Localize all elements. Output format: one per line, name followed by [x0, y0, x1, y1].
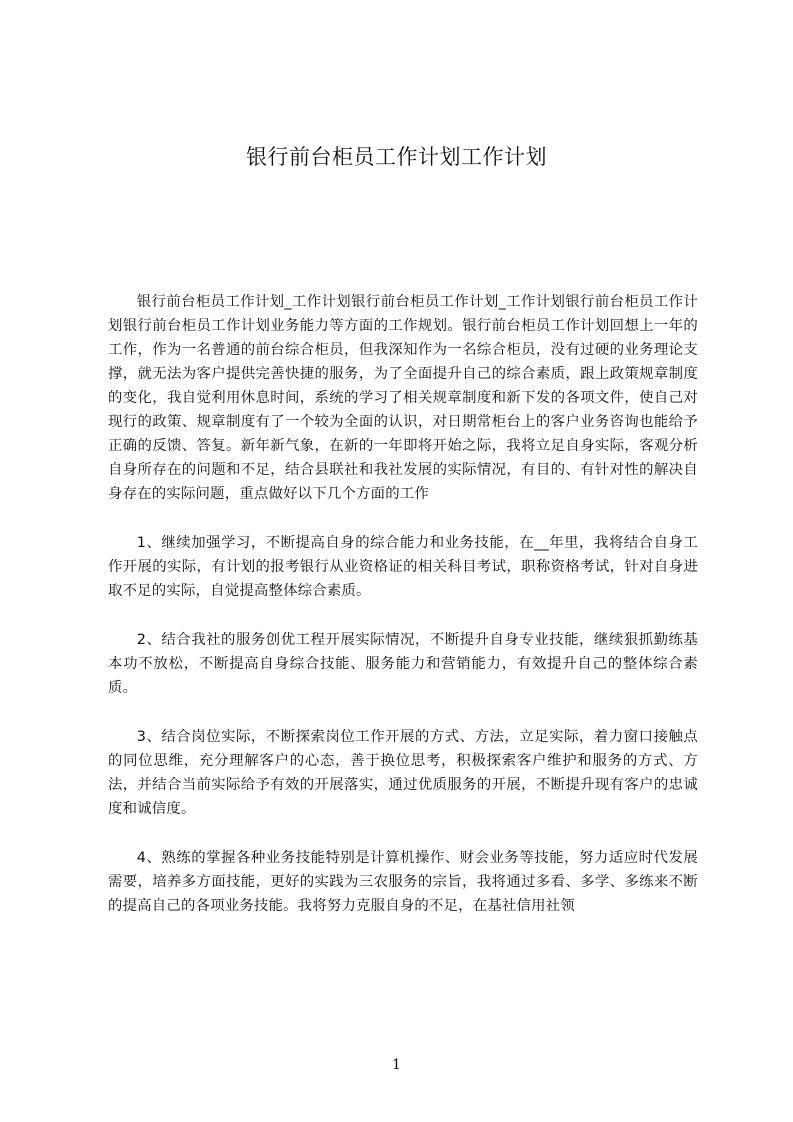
intro-paragraph: 银行前台柜员工作计划_工作计划银行前台柜员工作计划_工作计划银行前台柜员工作计划银行前台柜员工作计划业务能力等方面的工作规划。银行前台柜员工作计划回想上一年的工作，作为一名普通的前台综合柜员，但我深知作为一名综合柜员，没有过硬的业务理论支撑，就无法为客户提供完善快捷的服务，为了全面提升自己的综合素质，跟上政策规章制度的变化，我自觉利用休息时间，系统的学习了相关规章制度和新下发的各项文件，使自己对现行的政策、规章制度有了一个较为全面的认识，对日期常柜台上的客户业务咨询也能给予正确的反馈、答复。新年新气象，在新的一年即将开始之际，我将立足自身实际，客观分析自身所存在的问题和不足，结合县联社和我社发展的实际情况，有目的、有针对性的解决自身存在的实际问题，重点做好以下几个方面的工作	[108, 294, 698, 502]
plan-item-2-paragraph: 2、结合我社的服务创优工程开展实际情况，不断提升自身专业技能，继续狠抓勤练基本功不放松，不断提高自身综合技能、服务能力和营销能力，有效提升自己的整体综合素质。	[108, 632, 698, 696]
page-number: 1	[392, 1057, 401, 1073]
plan-item-3-paragraph: 3、结合岗位实际，不断探索岗位工作开展的方式、方法，立足实际，着力窗口接触点的同位思维，充分理解客户的心态，善于换位思考，积极探索客户维护和服务的方式、方法，并结合当前实际给予有效的开展落实，通过优质服务的开展，不断提升现有客户的忠诚度和诚信度。	[108, 729, 698, 817]
plan-item-4-paragraph: 4、熟练的掌握各种业务技能特别是计算机操作、财会业务等技能，努力适应时代发展需要，培养多方面技能，更好的实践为三农服务的宗旨，我将通过多看、多学、多练来不断的提高自己的各项业务技能。我将努力克服自身的不足，在基社信用社领	[108, 850, 698, 914]
plan-item-1-paragraph: 1、继续加强学习，不断提高自身的综合能力和业务技能，在__年里，我将结合自身工作开展的实际，有计划的报考银行从业资格证的相关科目考试，职称资格考试，针对自身进取不足的实际，自觉提高整体综合素质。	[108, 535, 698, 599]
document-title: 银行前台柜员工作计划工作计划	[246, 145, 547, 169]
document-body	[108, 290, 698, 918]
